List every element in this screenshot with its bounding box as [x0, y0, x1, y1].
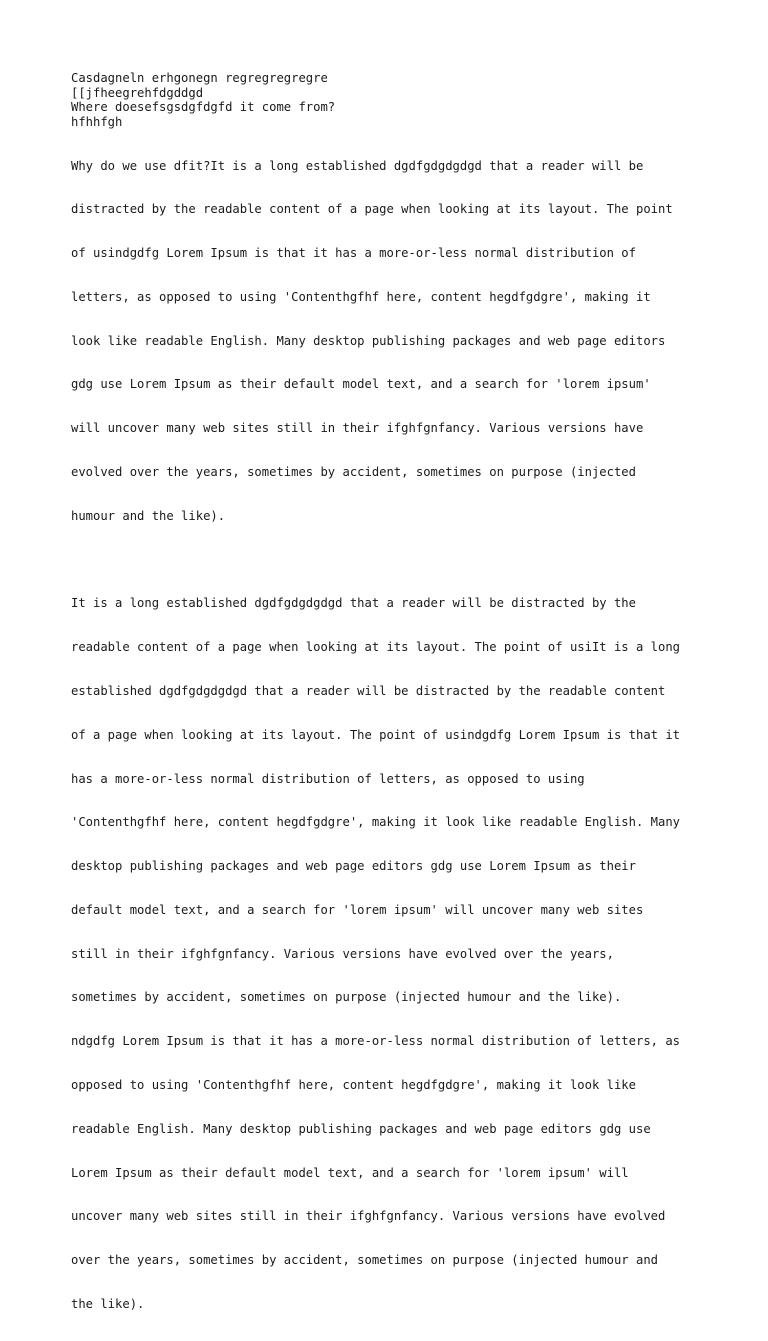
paragraph-line: sometimes by accident, sometimes on purpose (injected humour and the like). [71, 990, 622, 1005]
heading-line: Casdagneln erhgonegn regregregregre [71, 71, 328, 85]
document-page [71, 71, 711, 1341]
paragraph-line: of usindgdfg Lorem Ipsum is that it has a more-or-less normal distribution of [71, 246, 636, 261]
paragraph-line: Why do we use dfit?It is a long established dgdfgdgdgdgd that a reader will be [71, 158, 644, 173]
paragraph-line: desktop publishing packages and web page editors gdg use Lorem Ipsum as their [71, 859, 636, 874]
heading-block [71, 71, 711, 129]
paragraph-line: distracted by the readable content of a page when looking at its layout. The point [71, 202, 673, 217]
paragraph-line: will uncover many web sites still in their ifghfgnfancy. Various versions have [71, 421, 644, 436]
paragraph-line: 'Contenthgfhf here, content hegdfgdgre', making it look like readable English. Many [71, 815, 681, 830]
paragraph-line: the like). [71, 1296, 145, 1311]
paragraph-line: gdg use Lorem Ipsum as their default model text, and a search for 'lorem ipsum' [71, 377, 651, 392]
paragraph-line: uncover many web sites still in their ifghfgnfancy. Various versions have evolved [71, 1209, 666, 1224]
paragraph-line: still in their ifghfgnfancy. Various versions have evolved over the years, [71, 946, 614, 961]
paragraph-2 [71, 567, 711, 1340]
paragraph-line: ndgdfg Lorem Ipsum is that it has a more-or-less normal distribution of letters, as [71, 1034, 681, 1049]
paragraph-line: evolved over the years, sometimes by accident, sometimes on purpose (injected [71, 465, 636, 480]
paragraph-line: of a page when looking at its layout. The point of usindgdfg Lorem Ipsum is that it [71, 727, 681, 742]
paragraph-1 [71, 129, 711, 552]
heading-line: [[jfheegrehfdgddgd [71, 85, 204, 100]
paragraph-line: readable English. Many desktop publishing packages and web page editors gdg use [71, 1121, 651, 1136]
paragraph-line: default model text, and a search for 'lorem ipsum' will uncover many web sites [71, 902, 644, 917]
paragraph-line: readable content of a page when looking at its layout. The point of usiIt is a long [71, 640, 681, 655]
paragraph-line: Lorem Ipsum as their default model text, and a search for 'lorem ipsum' will [71, 1165, 629, 1180]
paragraph-line: letters, as opposed to using 'Contenthgfhf here, content hegdfgdgre', making it [71, 289, 651, 304]
paragraph-line: It is a long established dgdfgdgdgdgd that a reader will be distracted by the [71, 596, 636, 611]
paragraph-line: established dgdfgdgdgdgd that a reader will be distracted by the readable content [71, 683, 666, 698]
paragraph-line: humour and the like). [71, 508, 226, 523]
paragraph-line: over the years, sometimes by accident, sometimes on purpose (injected humour and [71, 1253, 658, 1268]
paragraph-line: has a more-or-less normal distribution of letters, as opposed to using [71, 771, 585, 786]
paragraph-line: look like readable English. Many desktop publishing packages and web page editors [71, 333, 666, 348]
heading-line: hfhhfgh [71, 114, 123, 129]
paragraph-line: opposed to using 'Contenthgfhf here, content hegdfgdgre', making it look like [71, 1077, 636, 1092]
heading-line: Where doesefsgsdgfdgfd it come from? [71, 100, 336, 115]
